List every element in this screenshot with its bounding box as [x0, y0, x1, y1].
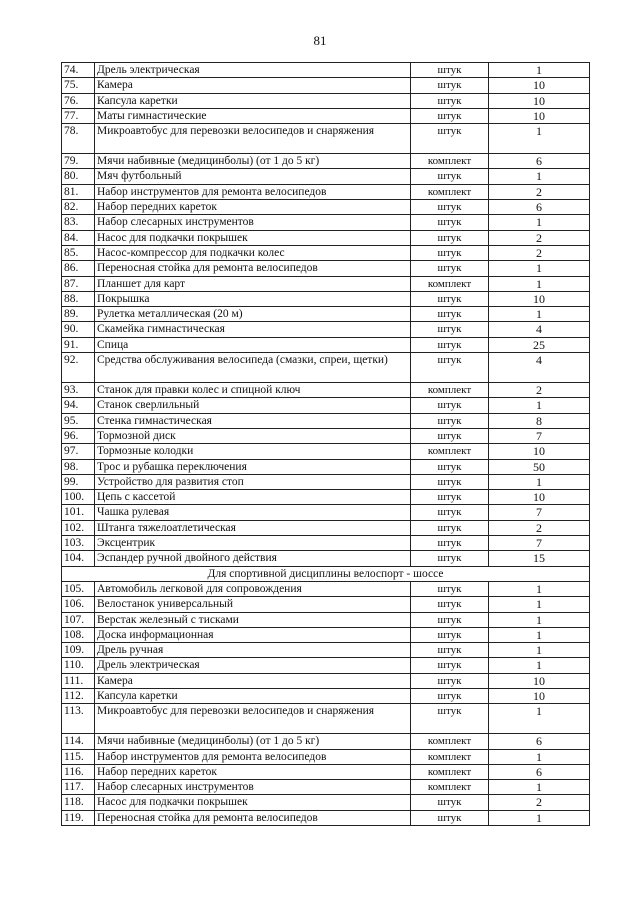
item-unit: комплект — [411, 444, 489, 459]
item-name: Переносная стойка для ремонта велосипедов — [95, 810, 411, 825]
item-name: Переносная стойка для ремонта велосипедов — [95, 261, 411, 276]
item-name: Скамейка гимнастическая — [95, 322, 411, 337]
item-quantity: 2 — [489, 230, 590, 245]
table-row — [62, 124, 590, 154]
row-number: 90. — [62, 322, 95, 337]
item-name: Эксцентрик — [95, 536, 411, 551]
item-name: Капсула каретки — [95, 93, 411, 108]
section-title: Для спортивной дисциплины велоспорт - шоссе — [62, 566, 590, 581]
item-name: Камера — [95, 78, 411, 93]
row-number: 110. — [62, 658, 95, 673]
item-unit: штук — [411, 322, 489, 337]
item-quantity: 4 — [489, 353, 590, 383]
item-unit: комплект — [411, 734, 489, 749]
item-unit: штук — [411, 353, 489, 383]
row-number: 75. — [62, 78, 95, 93]
item-name: Автомобиль легковой для сопровождения — [95, 581, 411, 596]
table-row — [62, 474, 590, 489]
item-quantity: 2 — [489, 795, 590, 810]
item-unit: штук — [411, 612, 489, 627]
item-unit: штук — [411, 245, 489, 260]
row-number: 80. — [62, 169, 95, 184]
item-quantity: 10 — [489, 78, 590, 93]
item-name: Верстак железный с тисками — [95, 612, 411, 627]
item-unit: штук — [411, 459, 489, 474]
item-unit: штук — [411, 688, 489, 703]
table-row — [62, 215, 590, 230]
item-name: Стенка гимнастическая — [95, 413, 411, 428]
item-quantity: 6 — [489, 154, 590, 169]
item-name: Насос-компрессор для подкачки колес — [95, 245, 411, 260]
row-number: 82. — [62, 200, 95, 215]
item-name: Доска информационная — [95, 627, 411, 642]
item-unit: штук — [411, 597, 489, 612]
item-name: Мячи набивные (медицинболы) (от 1 до 5 кг) — [95, 154, 411, 169]
row-number: 83. — [62, 215, 95, 230]
item-quantity: 1 — [489, 643, 590, 658]
table-row — [62, 673, 590, 688]
table-row — [62, 764, 590, 779]
table-body-general — [62, 63, 590, 567]
item-unit: штук — [411, 474, 489, 489]
item-unit: штук — [411, 643, 489, 658]
row-number: 87. — [62, 276, 95, 291]
table-row — [62, 612, 590, 627]
row-number: 109. — [62, 643, 95, 658]
item-unit: штук — [411, 581, 489, 596]
table-row — [62, 398, 590, 413]
item-quantity: 6 — [489, 200, 590, 215]
item-name: Эспандер ручной двойного действия — [95, 551, 411, 566]
table-row — [62, 490, 590, 505]
item-unit: комплект — [411, 184, 489, 199]
item-name: Тормозной диск — [95, 428, 411, 443]
row-number: 114. — [62, 734, 95, 749]
row-number: 105. — [62, 581, 95, 596]
item-unit: штук — [411, 261, 489, 276]
row-number: 74. — [62, 63, 95, 78]
item-quantity: 10 — [489, 291, 590, 306]
row-number: 107. — [62, 612, 95, 627]
row-number: 112. — [62, 688, 95, 703]
item-unit: комплект — [411, 383, 489, 398]
item-unit: комплект — [411, 764, 489, 779]
item-unit: штук — [411, 810, 489, 825]
row-number: 85. — [62, 245, 95, 260]
table-row — [62, 154, 590, 169]
row-number: 76. — [62, 93, 95, 108]
item-unit: штук — [411, 627, 489, 642]
item-quantity: 1 — [489, 612, 590, 627]
item-unit: штук — [411, 795, 489, 810]
item-quantity: 1 — [489, 215, 590, 230]
row-number: 111. — [62, 673, 95, 688]
item-unit: штук — [411, 398, 489, 413]
item-name: Велостанок универсальный — [95, 597, 411, 612]
table-row — [62, 245, 590, 260]
item-quantity: 10 — [489, 444, 590, 459]
item-quantity: 7 — [489, 428, 590, 443]
item-quantity: 1 — [489, 704, 590, 734]
item-name: Планшет для карт — [95, 276, 411, 291]
item-quantity: 1 — [489, 398, 590, 413]
row-number: 96. — [62, 428, 95, 443]
item-name: Штанга тяжелоатлетическая — [95, 520, 411, 535]
item-name: Устройство для развития стоп — [95, 474, 411, 489]
row-number: 118. — [62, 795, 95, 810]
table-row — [62, 307, 590, 322]
item-name: Микроавтобус для перевозки велосипедов и снаряжения — [95, 704, 411, 734]
table-row — [62, 734, 590, 749]
item-unit: штук — [411, 108, 489, 123]
item-name: Мяч футбольный — [95, 169, 411, 184]
row-number: 115. — [62, 749, 95, 764]
item-quantity: 1 — [489, 627, 590, 642]
item-name: Набор слесарных инструментов — [95, 215, 411, 230]
table-row — [62, 93, 590, 108]
item-quantity: 1 — [489, 63, 590, 78]
table-row — [62, 643, 590, 658]
table-row — [62, 184, 590, 199]
table-row — [62, 428, 590, 443]
row-number: 113. — [62, 704, 95, 734]
item-quantity: 10 — [489, 93, 590, 108]
item-unit: комплект — [411, 276, 489, 291]
item-quantity: 1 — [489, 169, 590, 184]
item-quantity: 10 — [489, 673, 590, 688]
item-name: Капсула каретки — [95, 688, 411, 703]
item-unit: штук — [411, 93, 489, 108]
item-name: Покрышка — [95, 291, 411, 306]
table-row — [62, 383, 590, 398]
item-name: Рулетка металлическая (20 м) — [95, 307, 411, 322]
table-row — [62, 276, 590, 291]
row-number: 79. — [62, 154, 95, 169]
item-name: Набор инструментов для ремонта велосипедов — [95, 749, 411, 764]
row-number: 116. — [62, 764, 95, 779]
item-name: Дрель ручная — [95, 643, 411, 658]
item-unit: штук — [411, 230, 489, 245]
item-quantity: 1 — [489, 124, 590, 154]
item-quantity: 10 — [489, 490, 590, 505]
item-quantity: 7 — [489, 536, 590, 551]
table-section — [62, 566, 590, 581]
item-quantity: 10 — [489, 108, 590, 123]
item-unit: штук — [411, 200, 489, 215]
item-name: Дрель электрическая — [95, 63, 411, 78]
item-quantity: 2 — [489, 383, 590, 398]
item-unit: комплект — [411, 154, 489, 169]
item-quantity: 2 — [489, 520, 590, 535]
table-row — [62, 505, 590, 520]
row-number: 117. — [62, 780, 95, 795]
item-name: Насос для подкачки покрышек — [95, 230, 411, 245]
item-quantity: 7 — [489, 505, 590, 520]
item-quantity: 2 — [489, 245, 590, 260]
item-unit: штук — [411, 490, 489, 505]
item-quantity: 1 — [489, 307, 590, 322]
item-unit: штук — [411, 337, 489, 352]
item-unit: штук — [411, 124, 489, 154]
item-unit: штук — [411, 307, 489, 322]
table-row — [62, 810, 590, 825]
section-row — [62, 566, 590, 581]
item-quantity: 1 — [489, 658, 590, 673]
item-unit: штук — [411, 78, 489, 93]
item-name: Набор передних кареток — [95, 200, 411, 215]
table-row — [62, 749, 590, 764]
item-name: Спица — [95, 337, 411, 352]
item-unit: штук — [411, 704, 489, 734]
row-number: 99. — [62, 474, 95, 489]
item-unit: штук — [411, 551, 489, 566]
item-unit: штук — [411, 536, 489, 551]
row-number: 77. — [62, 108, 95, 123]
item-quantity: 4 — [489, 322, 590, 337]
table-row — [62, 78, 590, 93]
item-quantity: 15 — [489, 551, 590, 566]
item-unit: штук — [411, 520, 489, 535]
item-quantity: 1 — [489, 749, 590, 764]
item-quantity: 1 — [489, 276, 590, 291]
table-row — [62, 169, 590, 184]
table-row — [62, 597, 590, 612]
item-name: Камера — [95, 673, 411, 688]
item-name: Набор инструментов для ремонта велосипедов — [95, 184, 411, 199]
row-number: 86. — [62, 261, 95, 276]
item-quantity: 1 — [489, 810, 590, 825]
table-row — [62, 704, 590, 734]
item-name: Дрель электрическая — [95, 658, 411, 673]
table-row — [62, 200, 590, 215]
item-quantity: 1 — [489, 474, 590, 489]
item-quantity: 10 — [489, 688, 590, 703]
row-number: 89. — [62, 307, 95, 322]
row-number: 119. — [62, 810, 95, 825]
row-number: 92. — [62, 353, 95, 383]
table-row — [62, 337, 590, 352]
table-row — [62, 230, 590, 245]
item-unit: штук — [411, 428, 489, 443]
table-row — [62, 322, 590, 337]
item-name: Цепь с кассетой — [95, 490, 411, 505]
item-quantity: 6 — [489, 734, 590, 749]
row-number: 101. — [62, 505, 95, 520]
item-quantity: 1 — [489, 581, 590, 596]
table-row — [62, 795, 590, 810]
item-quantity: 8 — [489, 413, 590, 428]
page-number: 81 — [313, 33, 327, 48]
item-name: Станок для правки колес и спицной ключ — [95, 383, 411, 398]
item-quantity: 2 — [489, 184, 590, 199]
item-name: Мячи набивные (медицинболы) (от 1 до 5 кг) — [95, 734, 411, 749]
item-quantity: 1 — [489, 780, 590, 795]
row-number: 98. — [62, 459, 95, 474]
row-number: 91. — [62, 337, 95, 352]
item-quantity: 1 — [489, 261, 590, 276]
item-quantity: 50 — [489, 459, 590, 474]
table-row — [62, 551, 590, 566]
table-row — [62, 261, 590, 276]
table-row — [62, 413, 590, 428]
row-number: 78. — [62, 124, 95, 154]
item-name: Маты гимнастические — [95, 108, 411, 123]
table-row — [62, 459, 590, 474]
item-name: Трос и рубашка переключения — [95, 459, 411, 474]
table-row — [62, 780, 590, 795]
item-name: Тормозные колодки — [95, 444, 411, 459]
item-unit: штук — [411, 505, 489, 520]
table-row — [62, 688, 590, 703]
item-unit: штук — [411, 215, 489, 230]
row-number: 93. — [62, 383, 95, 398]
table-row — [62, 353, 590, 383]
table-row — [62, 581, 590, 596]
table-row — [62, 536, 590, 551]
table-body-road-cycling — [62, 581, 590, 825]
table-row — [62, 291, 590, 306]
item-unit: штук — [411, 673, 489, 688]
item-name: Насос для подкачки покрышек — [95, 795, 411, 810]
item-name: Набор слесарных инструментов — [95, 780, 411, 795]
row-number: 95. — [62, 413, 95, 428]
table-row — [62, 108, 590, 123]
item-name: Микроавтобус для перевозки велосипедов и снаряжения — [95, 124, 411, 154]
row-number: 100. — [62, 490, 95, 505]
item-name: Средства обслуживания велосипеда (смазки, спреи, щетки) — [95, 353, 411, 383]
table-row — [62, 520, 590, 535]
item-name: Станок сверлильный — [95, 398, 411, 413]
table-row — [62, 63, 590, 78]
row-number: 84. — [62, 230, 95, 245]
row-number: 88. — [62, 291, 95, 306]
table-row — [62, 627, 590, 642]
row-number: 81. — [62, 184, 95, 199]
table-row — [62, 444, 590, 459]
equipment-table — [61, 62, 590, 826]
item-quantity: 1 — [489, 597, 590, 612]
item-unit: штук — [411, 169, 489, 184]
row-number: 94. — [62, 398, 95, 413]
row-number: 108. — [62, 627, 95, 642]
row-number: 103. — [62, 536, 95, 551]
row-number: 102. — [62, 520, 95, 535]
row-number: 104. — [62, 551, 95, 566]
item-unit: штук — [411, 658, 489, 673]
table-row — [62, 658, 590, 673]
item-quantity: 25 — [489, 337, 590, 352]
item-unit: штук — [411, 63, 489, 78]
item-name: Чашка рулевая — [95, 505, 411, 520]
item-unit: штук — [411, 413, 489, 428]
item-name: Набор передних кареток — [95, 764, 411, 779]
item-quantity: 6 — [489, 764, 590, 779]
row-number: 97. — [62, 444, 95, 459]
item-unit: комплект — [411, 749, 489, 764]
item-unit: штук — [411, 291, 489, 306]
item-unit: комплект — [411, 780, 489, 795]
row-number: 106. — [62, 597, 95, 612]
